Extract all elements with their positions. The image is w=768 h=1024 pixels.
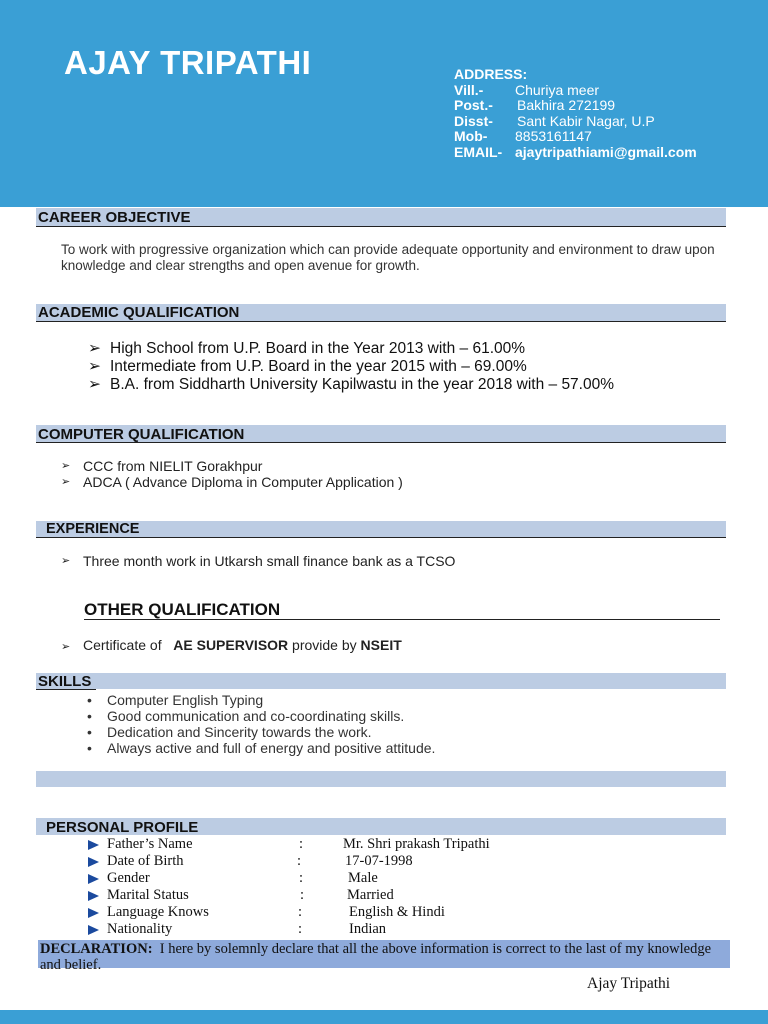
skill-item: Computer English Typing bbox=[107, 692, 264, 708]
declaration-label: DECLARATION: bbox=[40, 941, 153, 957]
footer-banner bbox=[0, 1010, 768, 1024]
academic-list bbox=[88, 340, 614, 394]
list-item bbox=[88, 358, 614, 376]
list-item bbox=[88, 376, 614, 394]
list-item bbox=[61, 553, 455, 569]
address-value: 8853161147 bbox=[515, 128, 592, 144]
triangle-bullet-icon bbox=[88, 857, 99, 867]
list-item bbox=[83, 708, 435, 724]
address-value: Sant Kabir Nagar, U.P bbox=[517, 112, 655, 129]
triangle-bullet-icon bbox=[88, 908, 99, 918]
triangle-bullet-icon bbox=[88, 840, 99, 850]
address-label: Mob- bbox=[454, 128, 488, 144]
address-heading: ADDRESS: bbox=[454, 66, 528, 82]
academic-item: Intermediate from U.P. Board in the year 2015 with – 69.00% bbox=[110, 358, 527, 375]
divider-bar bbox=[36, 771, 726, 787]
profile-label: Date of Birth bbox=[107, 853, 184, 869]
list-item bbox=[61, 474, 403, 490]
address-label: Vill.- bbox=[454, 81, 484, 98]
section-bar bbox=[36, 521, 726, 537]
profile-separator: : bbox=[299, 836, 304, 852]
certificate-middle: provide by bbox=[292, 637, 357, 653]
computer-item: CCC from NIELIT Gorakhpur bbox=[83, 458, 263, 474]
profile-value: Indian bbox=[349, 921, 387, 937]
signature-name: Ajay Tripathi bbox=[587, 975, 671, 992]
email-value: ajaytripathiami@gmail.com bbox=[515, 143, 697, 160]
header-banner bbox=[0, 0, 768, 207]
profile-value: Male bbox=[348, 870, 378, 886]
arrow-icon: ➢ bbox=[61, 476, 71, 488]
address-label: EMAIL- bbox=[454, 143, 503, 160]
other-qualification-item bbox=[61, 637, 402, 655]
academic-item: B.A. from Siddharth University Kapilwastu in the year 2018 with – 57.00% bbox=[110, 376, 615, 393]
career-objective-title: CAREER OBJECTIVE bbox=[38, 209, 191, 226]
profile-value: Married bbox=[347, 887, 394, 903]
experience-item: Three month work in Utkarsh small finance bank as a TCSO bbox=[83, 553, 456, 569]
declaration bbox=[40, 941, 730, 973]
career-objective-text: To work with progressive organization which can provide adequate opportunity and environment to draw upon knowledge and clear strengths and open avenue for growth. bbox=[61, 242, 715, 273]
triangle-bullet-icon bbox=[88, 925, 99, 935]
profile-value: 17-07-1998 bbox=[345, 853, 413, 869]
profile-separator: : bbox=[299, 870, 304, 886]
arrow-icon: ➢ bbox=[88, 376, 101, 393]
section-bar bbox=[36, 673, 726, 689]
triangle-bullet-icon bbox=[88, 891, 99, 901]
bullet-icon: • bbox=[87, 708, 92, 724]
profile-value: Mr. Shri prakash Tripathi bbox=[343, 836, 490, 852]
skill-item: Dedication and Sincerity towards the work. bbox=[107, 724, 372, 740]
address-label: Post.- bbox=[454, 97, 493, 113]
academic-item: High School from U.P. Board in the Year 2013 with – 61.00% bbox=[110, 340, 526, 357]
arrow-icon: ➢ bbox=[61, 460, 71, 472]
other-qualification-title: OTHER QUALIFICATION bbox=[84, 600, 281, 619]
list-item bbox=[83, 692, 435, 708]
profile-label: Father’s Name bbox=[107, 836, 193, 852]
profile-separator: : bbox=[297, 853, 302, 869]
profile-separator: : bbox=[298, 904, 303, 920]
section-underline bbox=[36, 226, 726, 227]
section-underline bbox=[84, 619, 720, 620]
certificate-prefix: Certificate of bbox=[83, 637, 162, 653]
experience-list bbox=[61, 553, 455, 569]
arrow-icon: ➢ bbox=[61, 641, 71, 653]
list-item bbox=[88, 340, 614, 358]
address-value: Churiya meer bbox=[515, 81, 600, 98]
computer-list bbox=[61, 458, 403, 490]
experience-title: EXPERIENCE bbox=[46, 521, 140, 537]
arrow-icon: ➢ bbox=[88, 340, 101, 357]
bullet-icon: • bbox=[87, 740, 92, 756]
declaration-text: I here by solemnly declare that all the above information is correct to the last of my knowledge and belief. bbox=[40, 941, 712, 973]
triangle-bullet-icon bbox=[88, 874, 99, 884]
profile-separator: : bbox=[298, 921, 303, 937]
skills-list bbox=[83, 692, 435, 756]
skills-title: SKILLS bbox=[38, 673, 92, 690]
address-value: Bakhira 272199 bbox=[517, 97, 616, 113]
candidate-name: AJAY TRIPATHI bbox=[64, 44, 312, 81]
skill-item: Always active and full of energy and positive attitude. bbox=[107, 740, 436, 756]
address-label: Disst- bbox=[454, 112, 493, 129]
profile-label: Gender bbox=[107, 870, 150, 886]
computer-title: COMPUTER QUALIFICATION bbox=[38, 426, 245, 443]
section-underline bbox=[36, 537, 726, 538]
skill-item: Good communication and co-coordinating skills. bbox=[107, 708, 405, 724]
certificate-name: AE SUPERVISOR bbox=[173, 637, 289, 653]
academic-title: ACADEMIC QUALIFICATION bbox=[38, 304, 240, 321]
arrow-icon: ➢ bbox=[61, 555, 71, 567]
personal-profile-title: PERSONAL PROFILE bbox=[46, 819, 199, 836]
profile-label: Marital Status bbox=[107, 887, 189, 903]
certificate-provider: NSEIT bbox=[360, 637, 402, 653]
section-underline bbox=[36, 321, 726, 322]
profile-label: Language Knows bbox=[107, 904, 209, 920]
bullet-icon: • bbox=[87, 724, 92, 740]
profile-value: English & Hindi bbox=[349, 904, 445, 920]
bullet-icon: • bbox=[87, 692, 92, 708]
list-item bbox=[61, 458, 403, 474]
profile-label: Nationality bbox=[107, 921, 173, 937]
arrow-icon: ➢ bbox=[88, 358, 101, 375]
profile-separator: : bbox=[300, 887, 305, 903]
computer-item: ADCA ( Advance Diploma in Computer Application ) bbox=[83, 474, 403, 490]
list-item bbox=[83, 724, 435, 740]
list-item bbox=[83, 740, 435, 756]
